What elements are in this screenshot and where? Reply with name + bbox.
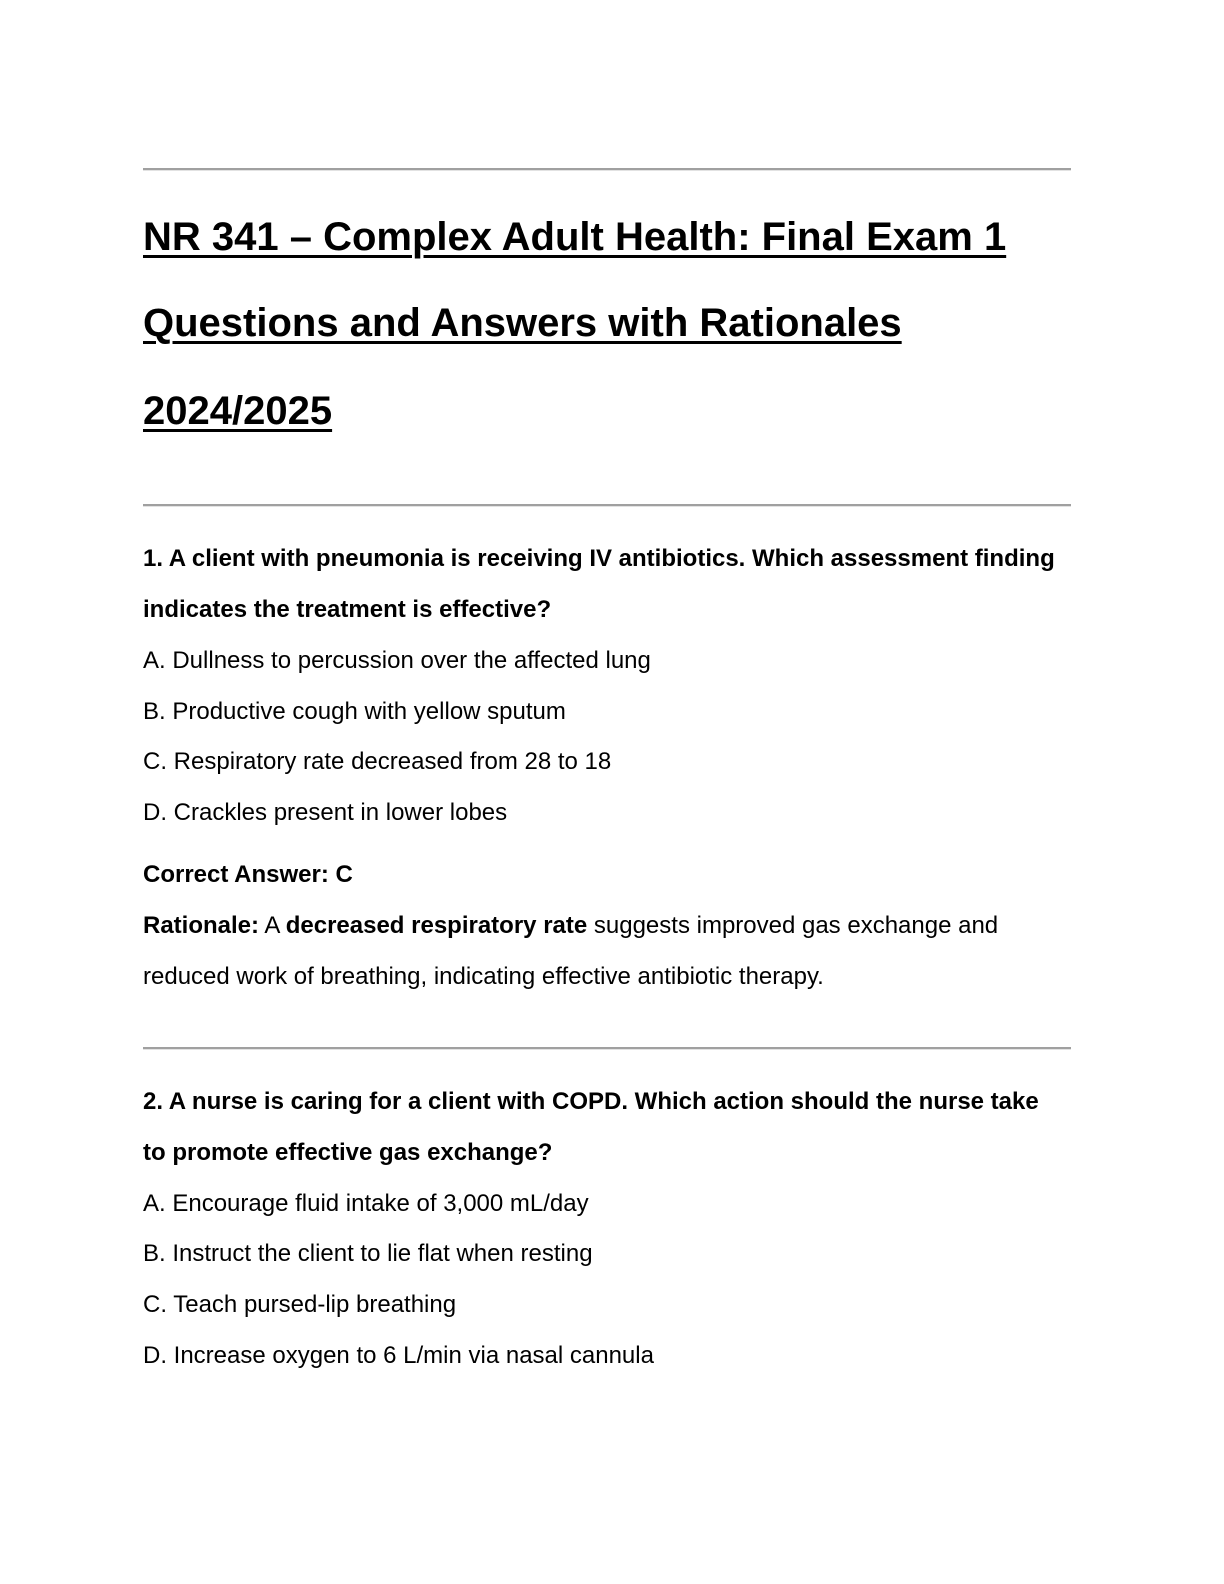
question-2-option-d: D. Increase oxygen to 6 L/min via nasal cannula bbox=[143, 1342, 654, 1369]
horizontal-divider bbox=[143, 168, 1071, 171]
document-title-line-3: 2024/2025 bbox=[143, 389, 333, 433]
question-1-option-a: A. Dullness to percussion over the affected lung bbox=[143, 647, 651, 674]
question-2-stem-line-2: to promote effective gas exchange? bbox=[143, 1139, 553, 1166]
question-2-stem-line-1: 2. A nurse is caring for a client with COPD. Which action should the nurse take bbox=[143, 1088, 1039, 1115]
horizontal-divider bbox=[143, 504, 1071, 507]
horizontal-divider bbox=[143, 1047, 1071, 1050]
question-1-rationale-line-1 bbox=[143, 914, 998, 938]
question-1-option-d: D. Crackles present in lower lobes bbox=[143, 799, 508, 826]
question-1-stem-line-1: 1. A client with pneumonia is receiving IV antibiotics. Which assessment finding bbox=[143, 545, 1055, 572]
rationale-emphasis: decreased respiratory rate bbox=[285, 912, 588, 939]
question-1-stem-line-2: indicates the treatment is effective? bbox=[143, 596, 552, 623]
document-title-line-2: Questions and Answers with Rationales bbox=[143, 301, 902, 345]
document-title-line-1: NR 341 – Complex Adult Health: Final Exam 1 bbox=[143, 215, 1007, 259]
question-1-option-c: C. Respiratory rate decreased from 28 to 18 bbox=[143, 748, 612, 775]
question-1-correct-answer: Correct Answer: C bbox=[143, 861, 353, 888]
rationale-text: A bbox=[259, 912, 286, 939]
question-2-option-b: B. Instruct the client to lie flat when resting bbox=[143, 1240, 593, 1267]
rationale-text: suggests improved gas exchange and bbox=[587, 912, 999, 939]
rationale-label: Rationale: bbox=[143, 912, 260, 939]
question-2-option-a: A. Encourage fluid intake of 3,000 mL/day bbox=[143, 1190, 589, 1217]
question-1-option-b: B. Productive cough with yellow sputum bbox=[143, 698, 566, 725]
question-1-rationale-line-2: reduced work of breathing, indicating effective antibiotic therapy. bbox=[143, 963, 824, 990]
question-2-option-c: C. Teach pursed-lip breathing bbox=[143, 1291, 457, 1318]
